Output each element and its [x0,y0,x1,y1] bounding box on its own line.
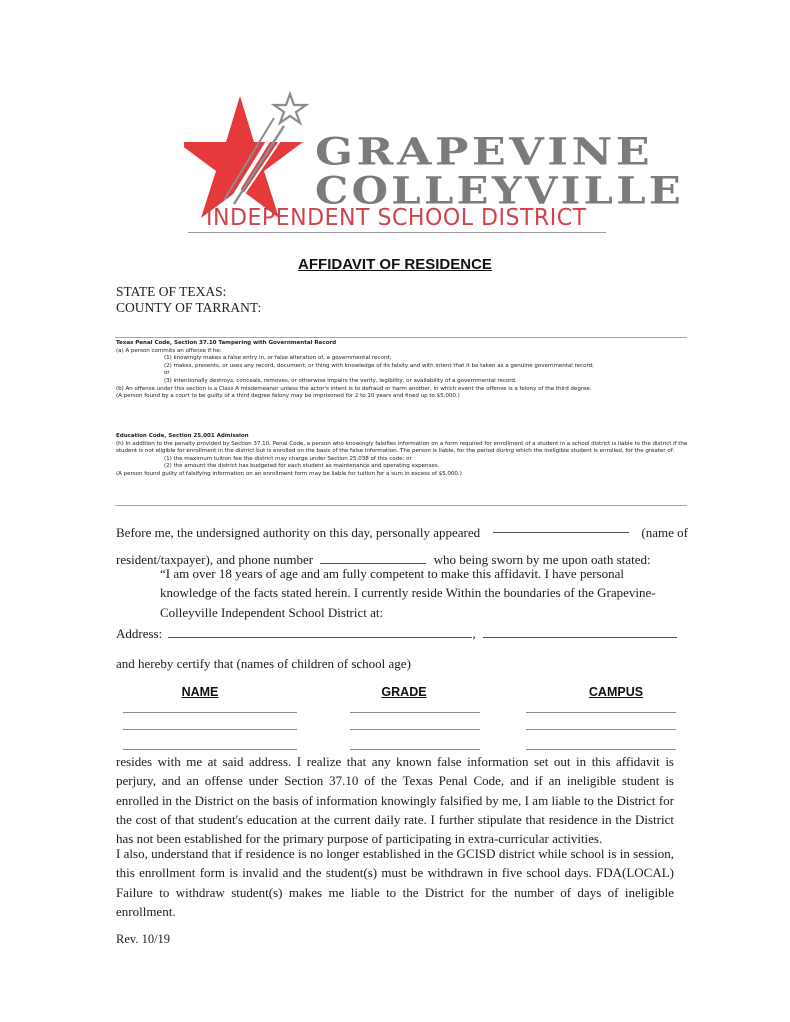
county-line: COUNTY OF TARRANT: [116,300,262,315]
penal-a2: (2) makes, presents, or uses any record, document, or thing with knowledge of its falsity and with intent that it be taken as a genuine governmental record; [164,362,594,369]
child-1-campus-field[interactable] [526,712,676,713]
child-3-grade-field[interactable] [350,749,480,750]
column-header-grade: GRADE [381,685,427,699]
logo-isd-text: INDEPENDENT SCHOOL DISTRICT [206,205,587,231]
certify-line: and hereby certify that (names of children of school age) [116,656,411,671]
logo-colleyville-text: COLLEYVILLE [315,168,685,213]
district-logo [184,88,685,234]
child-2-grade-field[interactable] [350,729,480,730]
child-2-campus-field[interactable] [526,729,676,730]
divider-bottom [115,505,687,506]
logo-underline [188,232,606,233]
penal-b: (b) An offense under this section is a Class A misdemeanor unless the actor's intent is to defraud or harm another, in which event the offense is a felony of the third degree. [116,385,592,392]
jurisdiction [116,284,261,316]
perjury-paragraph: resides with me at said address. I realize that any known false information set out in this affidavit is perjury, and an offense under Section 37.10 of the Texas Penal Code, and if an ineligible student is enrolled in the District on the basis of information knowingly falsified by me, I am liable to the District for the cost of that student's education at the current daily rate. I further stipulate that residence in the District has not been established for the primary purpose of participating in extra-curricular activities. [116,754,674,847]
penal-a3: (3) intentionally destroys, conceals, removes, or otherwise impairs the verity, legibility, or availability of a governmental record. [164,377,517,384]
child-3-name-field[interactable] [123,749,297,750]
education-code-heading: Education Code, Section 25.001 Admission [116,433,249,439]
education-note: (A person found guilty of falsifying information on an enrollment form may be liable for tuition for a sum in excess of $5,000.) [116,470,462,477]
address-label: Address: [116,626,163,641]
child-1-name-field[interactable] [123,712,297,713]
withdrawal-paragraph: I also, understand that if residence is no longer established in the GCISD district while school is in session, this enrollment form is invalid and the student(s) must be withdrawn in five school days. FDA(LOCAL) Failure to withdraw student(s) makes me liable to the District for the number of days of ineligible enrollment. [116,846,674,919]
resident-name-field[interactable] [493,520,629,533]
education-h2: (2) the amount the district has budgeted for each student as maintenance and operating expenses. [164,463,440,470]
document-title: AFFIDAVIT OF RESIDENCE [298,256,492,273]
revision-label: Rev. 10/19 [116,932,171,946]
address-row [116,625,688,642]
penal-a: (a) A person commits an offense if he: [116,347,222,354]
phone-number-field[interactable] [320,551,426,564]
penal-code-section [116,340,690,401]
city-zip-field[interactable] [483,625,677,638]
street-address-field[interactable] [168,625,472,638]
education-h: (h) In addition to the penalty provided by Section 37.10, Penal Code, a person who knowingly falsifies information on a form required for enrollment of a student in a school district is liable to the district if the student is not eligible for enrollment in the district but is enrolled on the basis of the false information. The person is liable, for the period during which the ineligible student is enrolled, for the greater of: [116,440,688,455]
address-separator: , [472,626,476,641]
appearance-text-2: (name of [641,525,688,540]
column-header-name: NAME [181,685,219,699]
divider-top [115,337,687,338]
education-h1: (1) the maximum tuition fee the district may charge under Section 25.038 of this code; or [164,455,412,462]
penal-note: (A person found by a court to be guilty of a third degree felony may be imprisoned for 2 to 10 years and fined up to $5,000.) [116,393,460,400]
appearance-text-1: Before me, the undersigned authority on this day, personally appeared [116,525,481,540]
appearance-text-4: who being sworn by me upon oath stated: [433,551,651,567]
penal-code-heading: Texas Penal Code, Section 37.10 Tampering with Governmental Record [116,340,337,346]
state-line: STATE OF TEXAS: [116,284,227,299]
penal-a1: (1) knowingly makes a false entry in, or false alteration of, a governmental record; [164,355,392,362]
penal-or: or [164,370,170,377]
sworn-statement: “I am over 18 years of age and am fully competent to make this affidavit. I have personal knowledge of the facts stated herein. I currently reside Within the boundaries of the Grapevine-Colleyville Independent School District at: [160,566,656,620]
column-header-campus: CAMPUS [588,685,644,699]
child-1-grade-field[interactable] [350,712,480,713]
education-code-section [116,433,690,479]
child-2-name-field[interactable] [123,729,297,730]
child-3-campus-field[interactable] [526,749,676,750]
logo-grapevine-text: GRAPEVINE [315,129,654,174]
appearance-text-3: resident/taxpayer), and phone number [116,551,314,567]
